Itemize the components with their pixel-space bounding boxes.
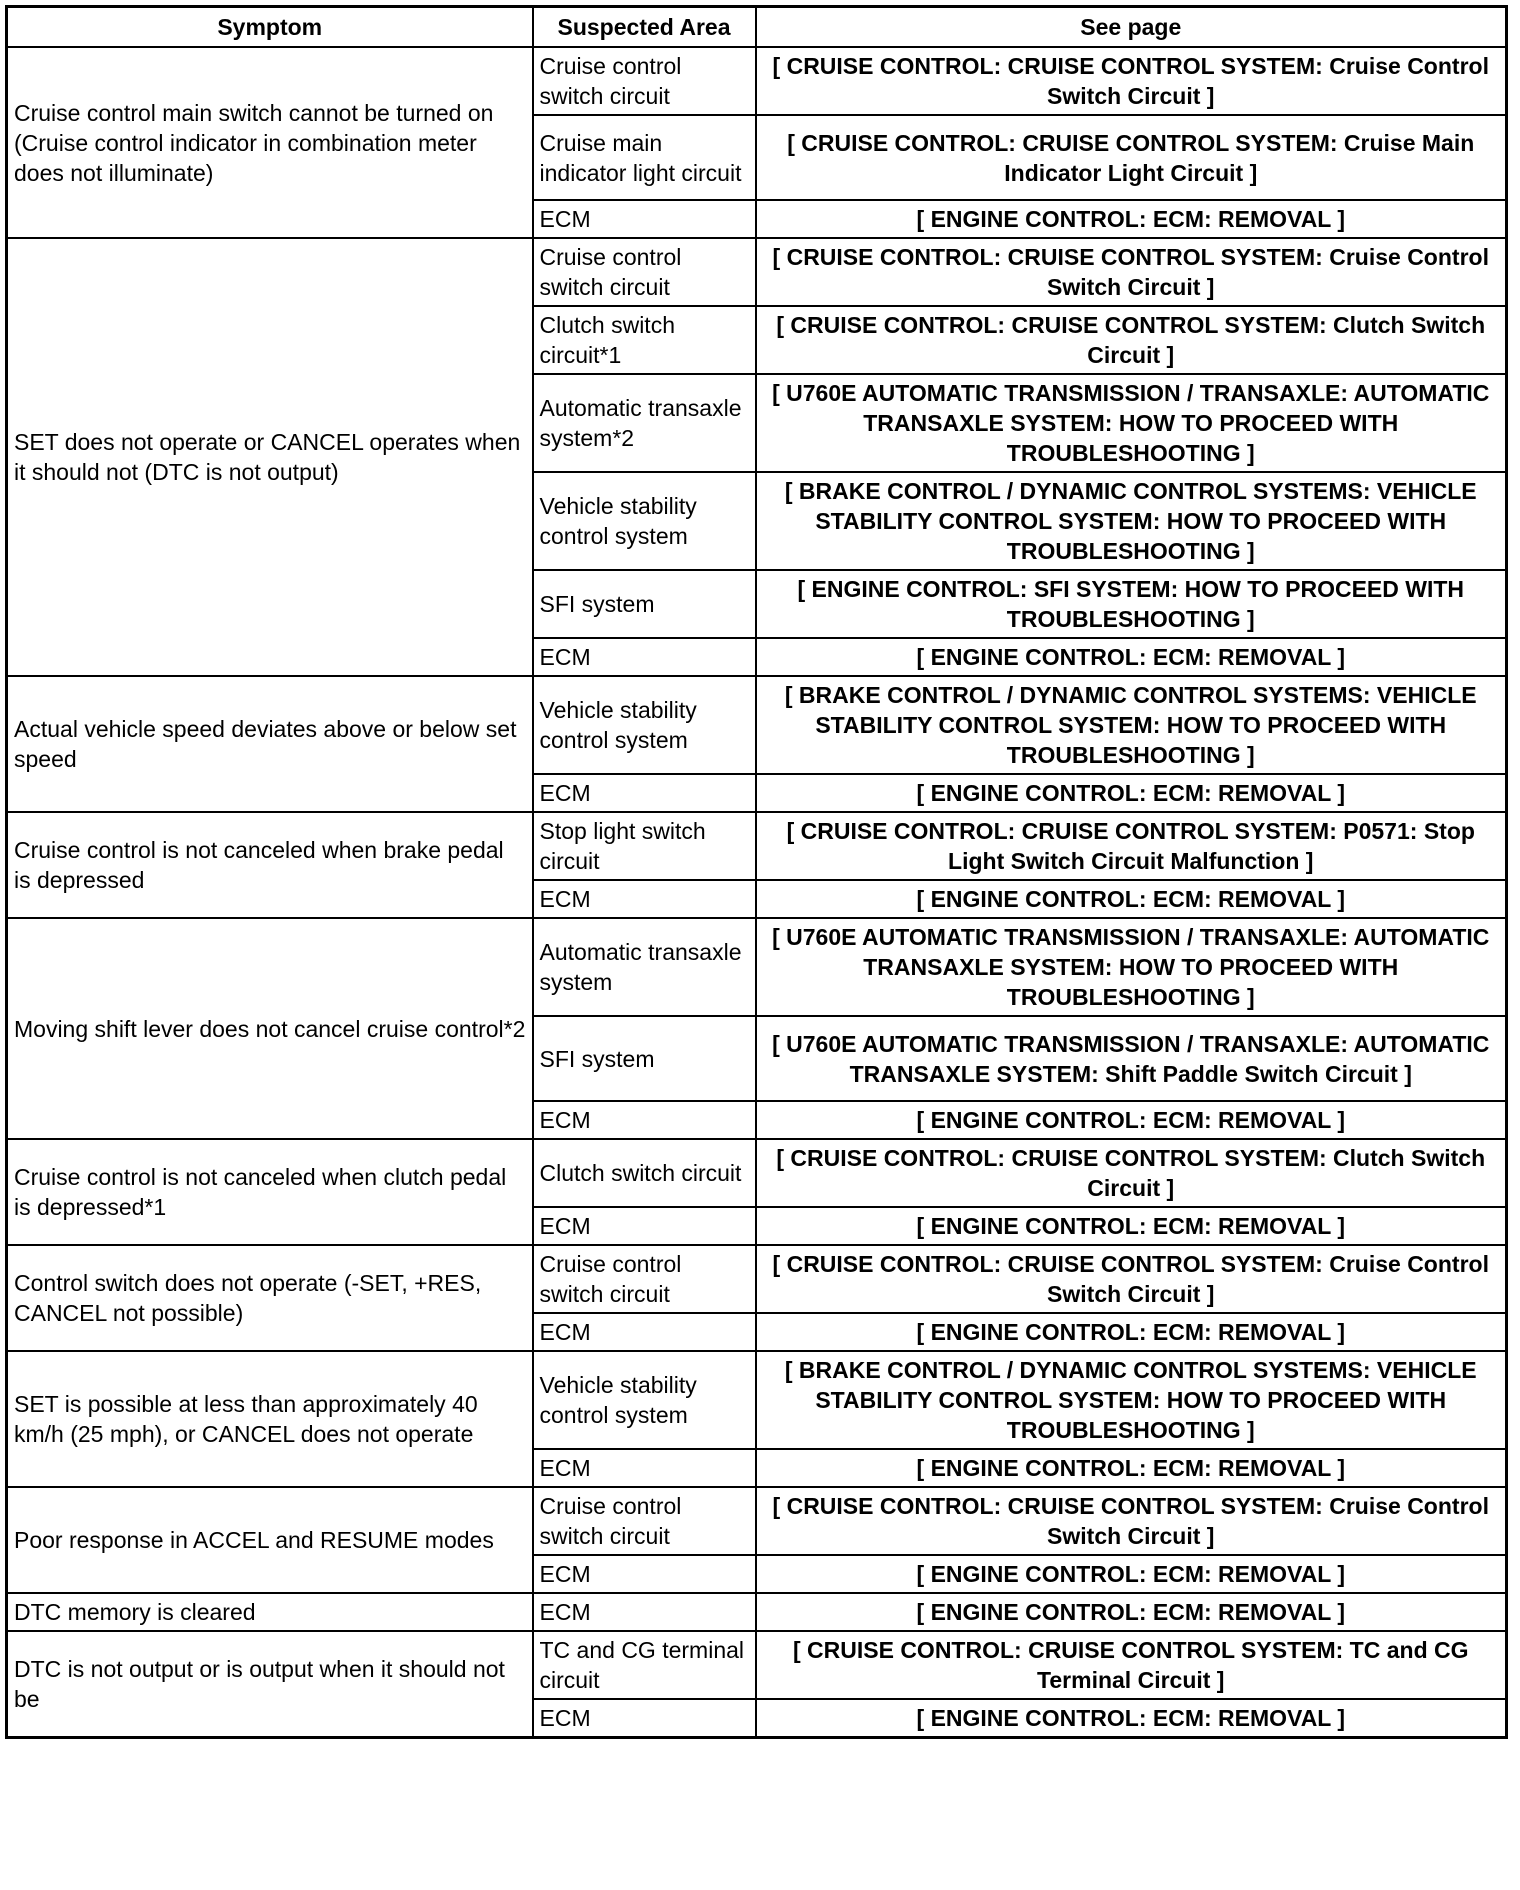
suspected-area-cell: ECM (533, 638, 756, 676)
see-page-reference[interactable]: [ ENGINE CONTROL: ECM: REMOVAL ] (756, 1593, 1507, 1631)
see-page-reference[interactable]: [ BRAKE CONTROL / DYNAMIC CONTROL SYSTEMS: VEHICLE STABILITY CONTROL SYSTEM: HOW TO PROCEED WITH TROUBLESHOOTING ] (756, 676, 1507, 774)
see-page-reference[interactable]: [ ENGINE CONTROL: SFI SYSTEM: HOW TO PROCEED WITH TROUBLESHOOTING ] (756, 570, 1507, 638)
table-row (7, 1245, 1507, 1313)
see-page-reference[interactable]: [ ENGINE CONTROL: ECM: REMOVAL ] (756, 880, 1507, 918)
symptom-cell: Cruise control is not canceled when brake pedal is depressed (7, 812, 533, 918)
symptom-cell: DTC is not output or is output when it should not be (7, 1631, 533, 1738)
suspected-area-cell: Clutch switch circuit (533, 1139, 756, 1207)
suspected-area-cell: Automatic transaxle system (533, 918, 756, 1016)
symptom-cell: Control switch does not operate (-SET, +RES, CANCEL not possible) (7, 1245, 533, 1351)
suspected-area-cell: ECM (533, 774, 756, 812)
table-row (7, 1487, 1507, 1555)
see-page-reference[interactable]: [ ENGINE CONTROL: ECM: REMOVAL ] (756, 1207, 1507, 1245)
table-row (7, 812, 1507, 880)
suspected-area-cell: Automatic transaxle system*2 (533, 374, 756, 472)
symptom-cell: Cruise control main switch cannot be turned on (Cruise control indicator in combination meter does not illuminate) (7, 47, 533, 238)
symptom-cell: Poor response in ACCEL and RESUME modes (7, 1487, 533, 1593)
suspected-area-cell: Cruise control switch circuit (533, 1245, 756, 1313)
symptom-cell: SET does not operate or CANCEL operates when it should not (DTC is not output) (7, 238, 533, 676)
suspected-area-cell: ECM (533, 880, 756, 918)
header-suspected-area: Suspected Area (533, 7, 756, 48)
see-page-reference[interactable]: [ CRUISE CONTROL: CRUISE CONTROL SYSTEM: Clutch Switch Circuit ] (756, 306, 1507, 374)
suspected-area-cell: SFI system (533, 1016, 756, 1101)
header-symptom: Symptom (7, 7, 533, 48)
suspected-area-cell: Clutch switch circuit*1 (533, 306, 756, 374)
see-page-reference[interactable]: [ CRUISE CONTROL: CRUISE CONTROL SYSTEM: Cruise Control Switch Circuit ] (756, 1487, 1507, 1555)
suspected-area-cell: Vehicle stability control system (533, 472, 756, 570)
see-page-reference[interactable]: [ CRUISE CONTROL: CRUISE CONTROL SYSTEM: TC and CG Terminal Circuit ] (756, 1631, 1507, 1699)
suspected-area-cell: Stop light switch circuit (533, 812, 756, 880)
header-see-page: See page (756, 7, 1507, 48)
table-row (7, 47, 1507, 115)
suspected-area-cell: ECM (533, 1207, 756, 1245)
suspected-area-cell: Cruise main indicator light circuit (533, 115, 756, 200)
table-row (7, 1631, 1507, 1699)
table-body (7, 47, 1507, 1738)
suspected-area-cell: ECM (533, 1593, 756, 1631)
see-page-reference[interactable]: [ ENGINE CONTROL: ECM: REMOVAL ] (756, 774, 1507, 812)
suspected-area-cell: Cruise control switch circuit (533, 238, 756, 306)
suspected-area-cell: Cruise control switch circuit (533, 1487, 756, 1555)
see-page-reference[interactable]: [ BRAKE CONTROL / DYNAMIC CONTROL SYSTEMS: VEHICLE STABILITY CONTROL SYSTEM: HOW TO PROCEED WITH TROUBLESHOOTING ] (756, 1351, 1507, 1449)
see-page-reference[interactable]: [ ENGINE CONTROL: ECM: REMOVAL ] (756, 638, 1507, 676)
suspected-area-cell: ECM (533, 1555, 756, 1593)
suspected-area-cell: TC and CG terminal circuit (533, 1631, 756, 1699)
see-page-reference[interactable]: [ ENGINE CONTROL: ECM: REMOVAL ] (756, 1101, 1507, 1139)
symptom-cell: Cruise control is not canceled when clutch pedal is depressed*1 (7, 1139, 533, 1245)
suspected-area-cell: ECM (533, 200, 756, 238)
table-row (7, 1351, 1507, 1449)
see-page-reference[interactable]: [ CRUISE CONTROL: CRUISE CONTROL SYSTEM: P0571: Stop Light Switch Circuit Malfunction ] (756, 812, 1507, 880)
suspected-area-cell: ECM (533, 1313, 756, 1351)
symptom-cell: Actual vehicle speed deviates above or below set speed (7, 676, 533, 812)
see-page-reference[interactable]: [ BRAKE CONTROL / DYNAMIC CONTROL SYSTEMS: VEHICLE STABILITY CONTROL SYSTEM: HOW TO PROCEED WITH TROUBLESHOOTING ] (756, 472, 1507, 570)
suspected-area-cell: Vehicle stability control system (533, 676, 756, 774)
symptom-cell: SET is possible at less than approximately 40 km/h (25 mph), or CANCEL does not operate (7, 1351, 533, 1487)
see-page-reference[interactable]: [ U760E AUTOMATIC TRANSMISSION / TRANSAXLE: AUTOMATIC TRANSAXLE SYSTEM: HOW TO PROCEED WITH TROUBLESHOOTING ] (756, 918, 1507, 1016)
table-row (7, 238, 1507, 306)
table-row (7, 1139, 1507, 1207)
see-page-reference[interactable]: [ ENGINE CONTROL: ECM: REMOVAL ] (756, 1313, 1507, 1351)
troubleshooting-table (5, 5, 1508, 1739)
table-row (7, 676, 1507, 774)
suspected-area-cell: SFI system (533, 570, 756, 638)
table-row (7, 918, 1507, 1016)
see-page-reference[interactable]: [ CRUISE CONTROL: CRUISE CONTROL SYSTEM: Cruise Main Indicator Light Circuit ] (756, 115, 1507, 200)
see-page-reference[interactable]: [ CRUISE CONTROL: CRUISE CONTROL SYSTEM: Clutch Switch Circuit ] (756, 1139, 1507, 1207)
symptom-cell: Moving shift lever does not cancel cruise control*2 (7, 918, 533, 1139)
see-page-reference[interactable]: [ ENGINE CONTROL: ECM: REMOVAL ] (756, 1699, 1507, 1738)
see-page-reference[interactable]: [ ENGINE CONTROL: ECM: REMOVAL ] (756, 1449, 1507, 1487)
see-page-reference[interactable]: [ ENGINE CONTROL: ECM: REMOVAL ] (756, 1555, 1507, 1593)
see-page-reference[interactable]: [ U760E AUTOMATIC TRANSMISSION / TRANSAXLE: AUTOMATIC TRANSAXLE SYSTEM: Shift Paddle Switch Circuit ] (756, 1016, 1507, 1101)
see-page-reference[interactable]: [ CRUISE CONTROL: CRUISE CONTROL SYSTEM: Cruise Control Switch Circuit ] (756, 47, 1507, 115)
suspected-area-cell: Vehicle stability control system (533, 1351, 756, 1449)
symptom-cell: DTC memory is cleared (7, 1593, 533, 1631)
suspected-area-cell: ECM (533, 1101, 756, 1139)
table-row (7, 1593, 1507, 1631)
see-page-reference[interactable]: [ ENGINE CONTROL: ECM: REMOVAL ] (756, 200, 1507, 238)
suspected-area-cell: Cruise control switch circuit (533, 47, 756, 115)
see-page-reference[interactable]: [ CRUISE CONTROL: CRUISE CONTROL SYSTEM: Cruise Control Switch Circuit ] (756, 1245, 1507, 1313)
see-page-reference[interactable]: [ U760E AUTOMATIC TRANSMISSION / TRANSAXLE: AUTOMATIC TRANSAXLE SYSTEM: HOW TO PROCEED WITH TROUBLESHOOTING ] (756, 374, 1507, 472)
suspected-area-cell: ECM (533, 1699, 756, 1738)
suspected-area-cell: ECM (533, 1449, 756, 1487)
header-row (7, 7, 1507, 48)
see-page-reference[interactable]: [ CRUISE CONTROL: CRUISE CONTROL SYSTEM: Cruise Control Switch Circuit ] (756, 238, 1507, 306)
